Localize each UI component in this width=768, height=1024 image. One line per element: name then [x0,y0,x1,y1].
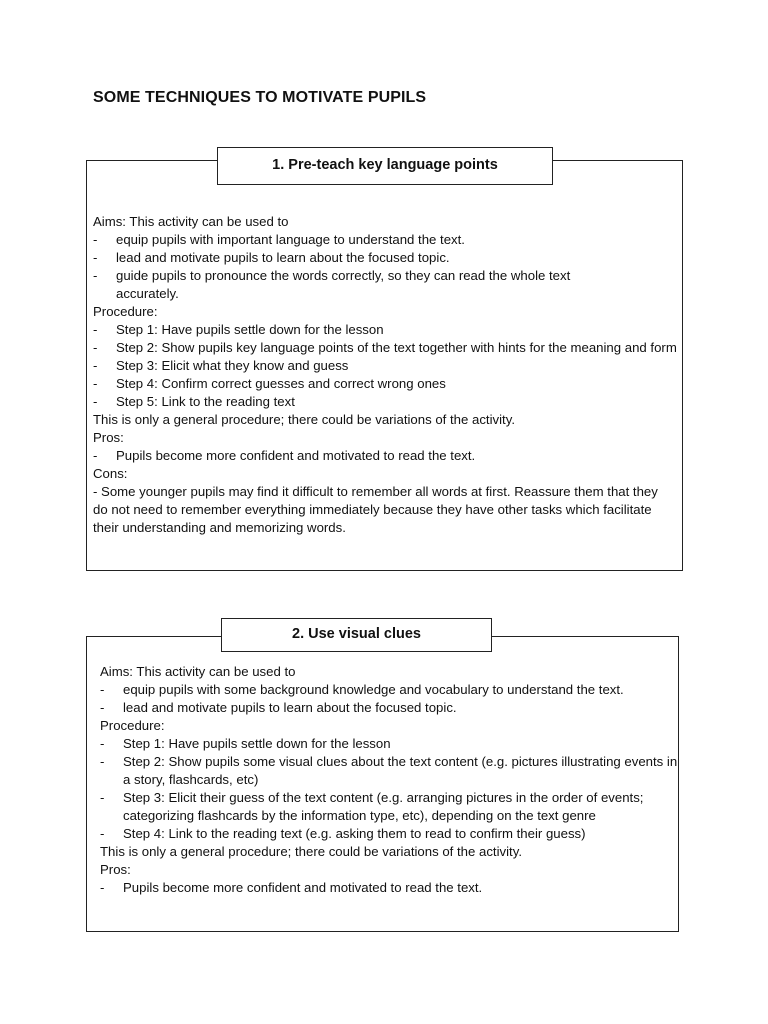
cons-text: - Some younger pupils may find it difficult to remember all words at first. Reassure them that they do not need to remember everything immediately because they have other tasks which facilitate their understanding and memorizing words. [93,484,658,535]
procedure-label: Procedure: [93,304,158,319]
procedure-note: This is only a general procedure; there could be variations of the activity. [100,844,522,859]
section-2-content [100,663,678,897]
list-item: - Pupils become more confident and motivated to read the text. [100,880,483,895]
list-item: - Step 4: Link to the reading text (e.g. asking them to read to confirm their guess) [100,826,586,841]
page-title: SOME TECHNIQUES TO MOTIVATE PUPILS [93,89,427,106]
list-item: - Step 1: Have pupils settle down for the lesson [93,322,384,337]
list-item: - Step 1: Have pupils settle down for the lesson [100,736,391,751]
section-1-heading: 1. Pre-teach key language points [217,147,553,185]
list-item: - Step 2: Show pupils some visual clues about the text content (e.g. pictures illustrating events in a story, flashcards, etc) [100,754,678,787]
pros-label: Pros: [93,430,124,445]
section-2-heading: 2. Use visual clues [221,618,492,652]
list-item: - Step 5: Link to the reading text [93,394,295,409]
list-item: - guide pupils to pronounce the words correctly, so they can read the whole text accurately. [93,268,571,301]
cons-label: Cons: [93,466,128,481]
list-item: - equip pupils with some background knowledge and vocabulary to understand the text. [100,682,624,697]
list-item: - equip pupils with important language to understand the text. [93,232,465,247]
list-item: - Step 4: Confirm correct guesses and correct wrong ones [93,376,446,391]
list-item: - Step 2: Show pupils key language points of the text together with hints for the meaning and form [93,340,677,355]
pros-label: Pros: [100,862,131,877]
list-item: - lead and motivate pupils to learn about the focused topic. [100,700,457,715]
section-1-content [93,213,677,537]
procedure-note: This is only a general procedure; there could be variations of the activity. [93,412,515,427]
procedure-label: Procedure: [100,718,165,733]
list-item: - Step 3: Elicit their guess of the text content (e.g. arranging pictures in the order of events; categorizing flashcards by the information type, etc), depending on the text genre [100,790,644,823]
aims-label: Aims: This activity can be used to [100,664,296,679]
aims-label: Aims: This activity can be used to [93,214,289,229]
list-item: - lead and motivate pupils to learn about the focused topic. [93,250,450,265]
list-item: - Step 3: Elicit what they know and guess [93,358,349,373]
list-item: - Pupils become more confident and motivated to read the text. [93,448,476,463]
